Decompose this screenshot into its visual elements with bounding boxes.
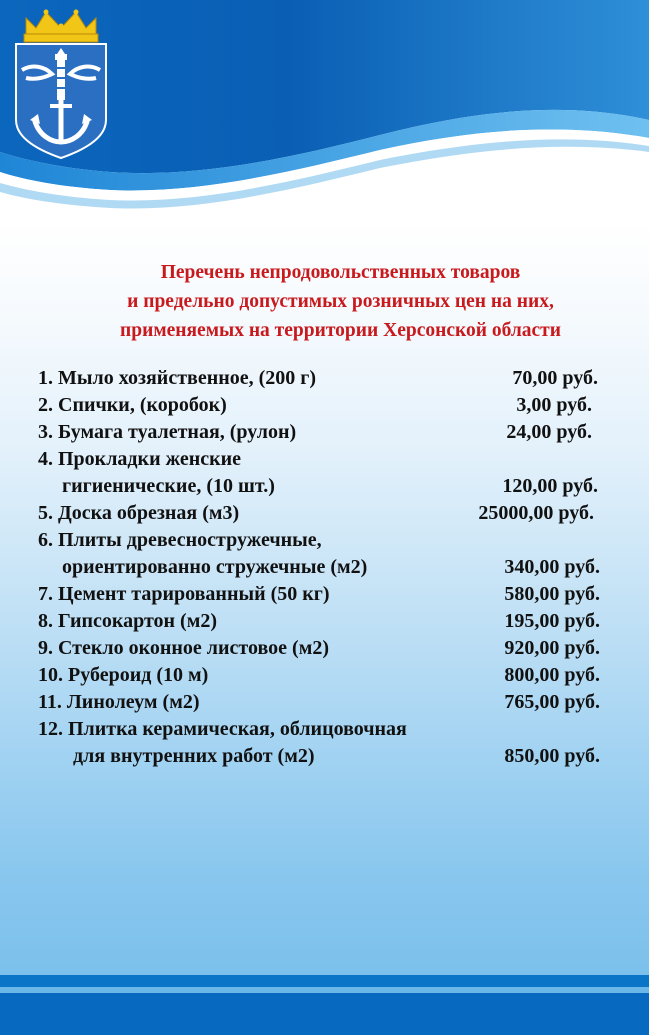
item-name: 6. Плиты древесностружечные,	[38, 529, 322, 551]
item-name: 8. Гипсокартон (м2)	[38, 610, 217, 632]
price-list-item	[38, 581, 610, 608]
item-price: 195,00 руб.	[504, 610, 600, 632]
item-name-continued: гигиенические, (10 шт.)	[62, 475, 275, 497]
price-list-item	[38, 635, 610, 662]
price-list-item	[38, 527, 610, 581]
footer-stripe	[0, 975, 649, 987]
item-name: 2. Спички, (коробок)	[38, 394, 227, 416]
item-price: 800,00 руб.	[504, 664, 600, 686]
item-price: 765,00 руб.	[504, 691, 600, 713]
price-list-item	[38, 662, 610, 689]
item-name: 7. Цемент тарированный (50 кг)	[38, 583, 330, 605]
document-title	[0, 258, 649, 345]
item-price: 340,00 руб.	[504, 556, 600, 578]
item-price: 25000,00 руб.	[478, 502, 594, 524]
item-name: 4. Прокладки женские	[38, 448, 242, 470]
price-list-item	[38, 689, 610, 716]
price-list-item	[38, 365, 610, 392]
footer-band	[0, 993, 649, 1035]
price-list-item	[38, 500, 610, 527]
title-line: и предельно допустимых розничных цен на них,	[127, 291, 554, 312]
price-list-item	[38, 419, 610, 446]
item-price: 24,00 руб.	[506, 421, 592, 443]
item-name-continued: ориентированно стружечные (м2)	[62, 556, 368, 578]
item-price: 3,00 руб.	[516, 394, 592, 416]
item-price: 580,00 руб.	[504, 583, 600, 605]
price-list-item	[38, 392, 610, 419]
price-list-item	[38, 716, 610, 770]
item-price: 70,00 руб.	[512, 367, 598, 389]
price-list-item	[38, 446, 610, 500]
item-price: 850,00 руб.	[504, 745, 600, 767]
item-name: 9. Стекло оконное листовое (м2)	[38, 637, 329, 659]
item-name: 1. Мыло хозяйственное, (200 г)	[38, 367, 317, 389]
item-name: 10. Рубероид (10 м)	[38, 664, 209, 686]
item-price: 920,00 руб.	[504, 637, 600, 659]
item-name: 12. Плитка керамическая, облицовочная	[38, 718, 407, 740]
title-line: применяемых на территории Херсонской области	[120, 320, 561, 341]
item-price: 120,00 руб.	[502, 475, 598, 497]
price-list-item	[38, 608, 610, 635]
item-name: 5. Доска обрезная (м3)	[38, 502, 240, 524]
kherson-coat-of-arms-icon	[12, 8, 110, 160]
item-name: 11. Линолеум (м2)	[38, 691, 200, 713]
item-name: 3. Бумага туалетная, (рулон)	[38, 421, 297, 443]
item-name-continued: для внутренних работ (м2)	[73, 745, 315, 767]
price-list	[38, 365, 610, 770]
title-line: Перечень непродовольственных товаров	[160, 262, 521, 283]
